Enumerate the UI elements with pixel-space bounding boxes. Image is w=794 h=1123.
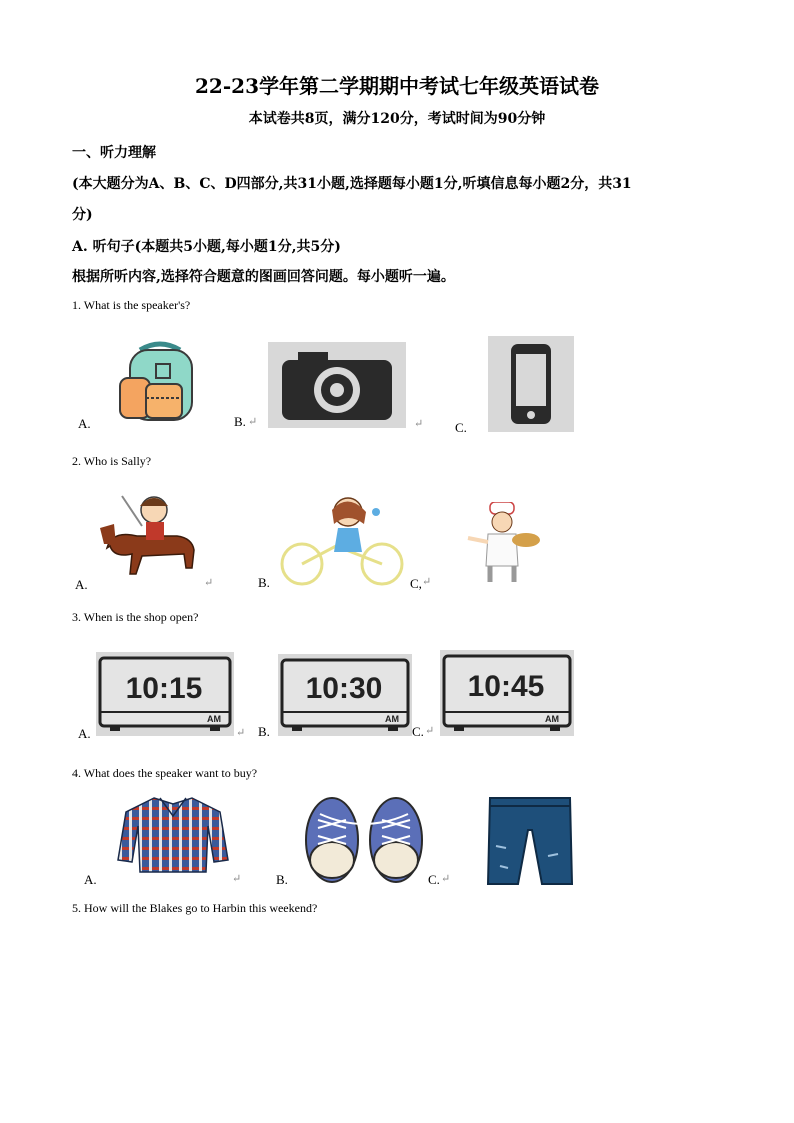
section-description-line1: (本大题分为A、B、C、D四部分,共31小题,选择题每小题1分,听填信息每小题2分，共31 bbox=[72, 176, 632, 192]
section-description-line2: 分) bbox=[72, 207, 93, 223]
baker-chef-icon bbox=[460, 502, 546, 582]
clock-c-time: 10:45 bbox=[467, 670, 545, 703]
question-5-text: 5. How will the Blakes go to Harbin this weekend? bbox=[72, 901, 318, 915]
digital-clock-a bbox=[96, 652, 234, 736]
exam-subtitle: 本试卷共8页，满分120分，考试时间为90分钟 bbox=[248, 111, 546, 127]
clock-b-am: AM bbox=[385, 714, 399, 724]
plaid-shirt-icon bbox=[116, 794, 230, 874]
return-mark-icon: ↵ bbox=[414, 417, 424, 430]
option-label: C. bbox=[455, 420, 467, 435]
option-label: C. bbox=[428, 872, 440, 887]
sneakers-icon bbox=[300, 794, 428, 884]
return-mark-icon: ↵ bbox=[204, 576, 214, 589]
return-mark-icon: ↵ bbox=[441, 872, 451, 885]
option-label: C. bbox=[412, 724, 424, 739]
clock-a-am: AM bbox=[207, 714, 221, 724]
backpack-icon bbox=[110, 340, 210, 425]
question-4-text: 4. What does the speaker want to buy? bbox=[72, 766, 258, 780]
clock-b-time: 10:30 bbox=[305, 672, 383, 705]
question-3-text: 3. When is the shop open? bbox=[72, 610, 199, 624]
return-mark-icon: ↵ bbox=[248, 415, 258, 428]
part-a-instruction: 根据所听内容,选择符合题意的图画回答问题。每小题听一遍。 bbox=[72, 269, 455, 285]
return-mark-icon: ↵ bbox=[425, 724, 435, 737]
option-label: B. bbox=[258, 724, 270, 739]
option-label: A. bbox=[84, 872, 97, 887]
part-a-title: A. 听句子(本题共5小题,每小题1分,共5分) bbox=[72, 239, 341, 255]
girl-riding-bicycle-icon bbox=[276, 494, 408, 586]
return-mark-icon: ↵ bbox=[422, 575, 432, 588]
boy-riding-horse-icon bbox=[92, 488, 208, 586]
option-label: C, bbox=[410, 576, 422, 591]
option-label: B. bbox=[258, 575, 270, 590]
clock-c-am: AM bbox=[545, 714, 559, 724]
return-mark-icon: ↵ bbox=[232, 872, 242, 885]
jeans-icon bbox=[484, 796, 576, 888]
clock-a-time: 10:15 bbox=[125, 672, 203, 705]
exam-title: 22-23学年第二学期期中考试七年级英语试卷 bbox=[195, 74, 599, 98]
question-2-text: 2. Who is Sally? bbox=[72, 454, 152, 468]
return-mark-icon: ↵ bbox=[236, 726, 246, 739]
option-label: A. bbox=[78, 726, 91, 741]
option-label: A. bbox=[78, 416, 91, 431]
option-label: B. bbox=[234, 414, 246, 429]
digital-clock-b bbox=[278, 654, 412, 736]
camera-icon bbox=[268, 342, 406, 428]
mobile-phone-icon bbox=[488, 336, 574, 432]
option-label: A. bbox=[75, 577, 88, 592]
digital-clock-c bbox=[440, 650, 574, 736]
section-heading: 一、听力理解 bbox=[72, 145, 156, 161]
option-label: B. bbox=[276, 872, 288, 887]
question-1-text: 1. What is the speaker's? bbox=[72, 298, 191, 312]
